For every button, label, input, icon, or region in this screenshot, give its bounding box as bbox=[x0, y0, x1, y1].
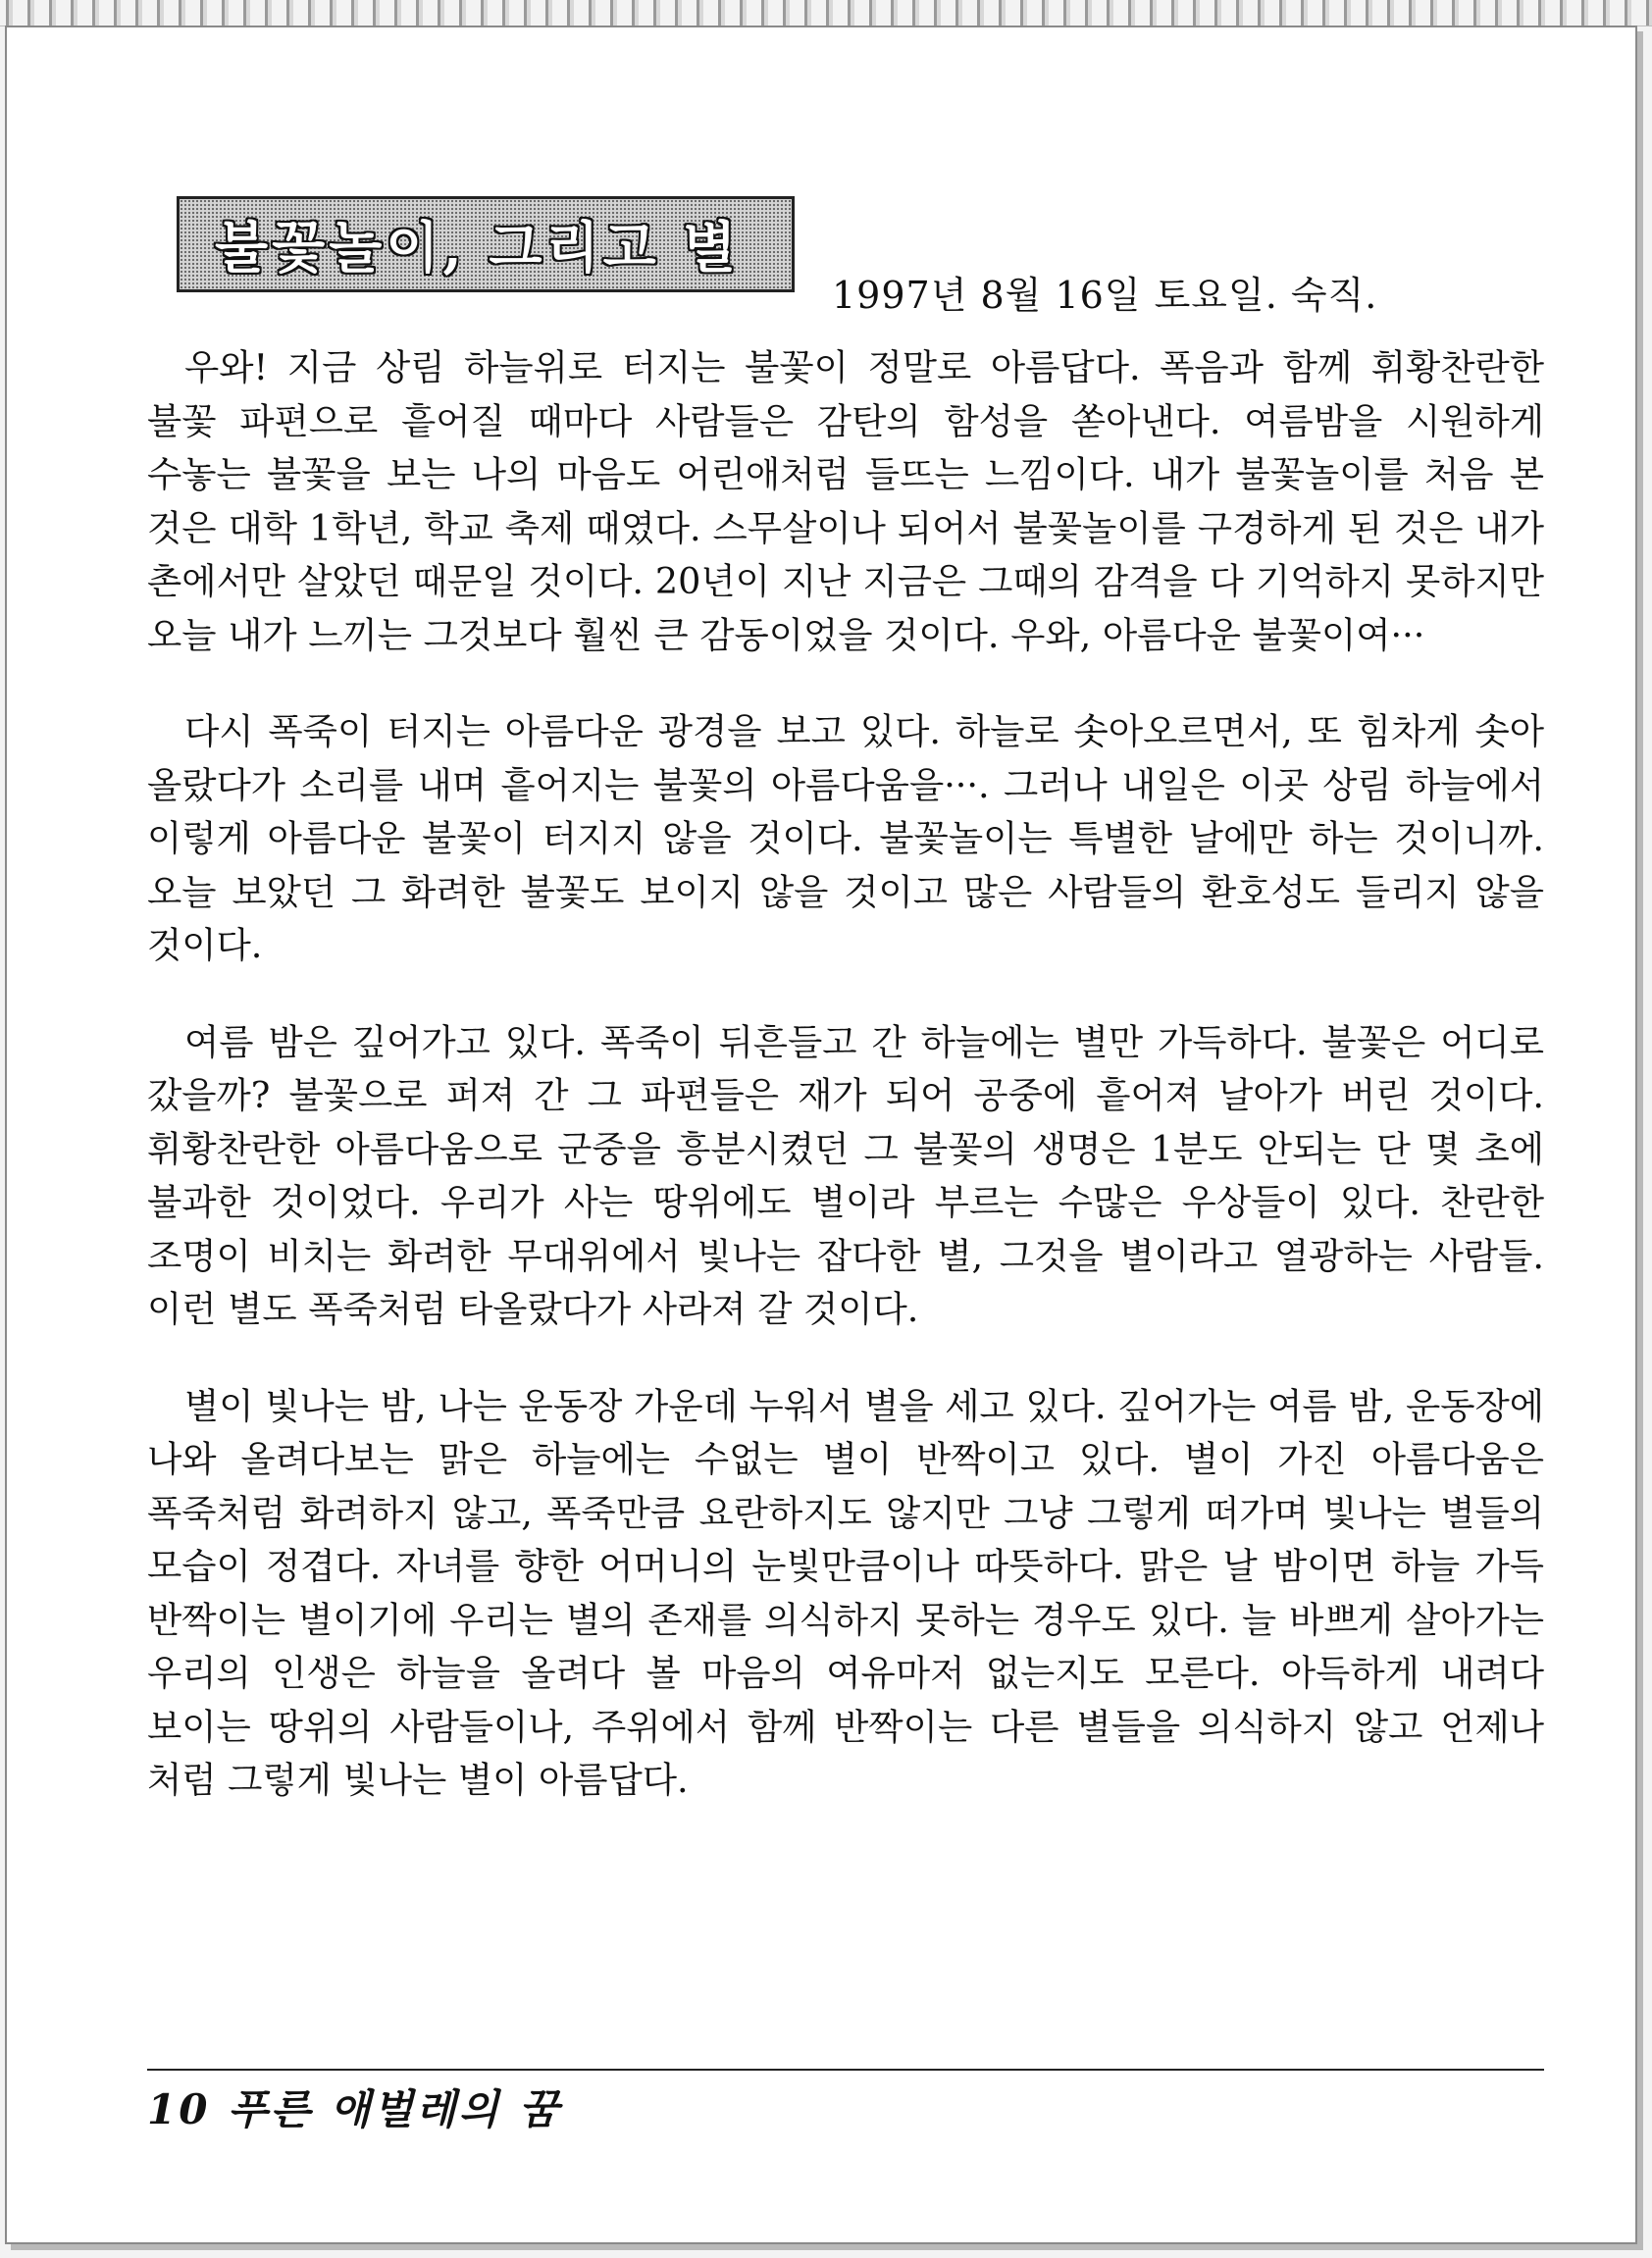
diary-date: 1997년 8월 16일 토요일. 숙직. bbox=[832, 274, 1378, 317]
page-title: 불꽃놀이, 그리고 별 bbox=[215, 216, 741, 281]
body-text bbox=[147, 341, 1544, 1851]
paragraph-2: 다시 폭죽이 터지는 아름다운 광경을 보고 있다. 하늘로 솟아오르면서, 또 힘차게 솟아 올랐다가 소리를 내며 흩어지는 불꽃의 아름다움을···. 그러나 내일은 이곳 상림 하늘에서 이렇게 아름다운 불꽃이 터지지 않을 것이다. 불꽃놀이는 특별한 날에만 하는 것이니까. 오늘 보았던 그 화려한 불꽃도 보이지 않을 것이고 많은 사람들의 환호성도 들리지 않을 것이다. bbox=[147, 710, 1544, 966]
footer-divider bbox=[147, 2069, 1544, 2071]
paragraph-1: 우와! 지금 상림 하늘위로 터지는 불꽃이 정말로 아름답다. 폭음과 함께 휘황찬란한 불꽃 파편으로 흩어질 때마다 사람들은 감탄의 함성을 쏟아낸다. 여름밤을 시원하게 수놓는 불꽃을 보는 나의 마음도 어린애처럼 들뜨는 느낌이다. 내가 불꽃놀이를 처음 본 것은 대학 1학년, 학교 축제 때였다. 스무살이나 되어서 불꽃놀이를 구경하게 된 것은 내가 촌에서만 살았던 때문일 것이다. 20년이 지난 지금은 그때의 감격을 다 기억하지 못하지만 오늘 내가 느끼는 그것보다 훨씬 큰 감동이었을 것이다. 우와, 아름다운 불꽃이여··· bbox=[147, 346, 1544, 656]
page-footer: 10 푸른 애벌레의 꿈 bbox=[147, 2085, 562, 2133]
paragraph-4: 별이 빛나는 밤, 나는 운동장 가운데 누워서 별을 세고 있다. 깊어가는 여름 밤, 운동장에 나와 올려다보는 맑은 하늘에는 수없는 별이 반짝이고 있다. 별이 가진 아름다움은 폭죽처럼 화려하지 않고, 폭죽만큼 요란하지도 않지만 그냥 그렇게 떠가며 빛나는 별들의 모습이 정겹다. 자녀를 향한 어머니의 눈빛만큼이나 따뜻하다. 맑은 날 밤이면 하늘 가득 반짝이는 별이기에 우리는 별의 존재를 의식하지 못하는 경우도 있다. 늘 바쁘게 살아가는 우리의 인생은 하늘을 올려다 볼 마음의 여유마저 없는지도 모른다. 아득하게 내려다 보이는 땅위의 사람들이나, 주위에서 함께 반짝이는 다른 별들을 의식하지 않고 언제나 처럼 그렇게 빛나는 별이 아름답다. bbox=[147, 1384, 1544, 1801]
paragraph-3: 여름 밤은 깊어가고 있다. 폭죽이 뒤흔들고 간 하늘에는 별만 가득하다. 불꽃은 어디로 갔을까? 불꽃으로 퍼져 간 그 파편들은 재가 되어 공중에 흩어져 날아가 버린 것이다. 휘황찬란한 아름다움으로 군중을 흥분시켰던 그 불꽃의 생명은 1분도 안되는 단 몇 초에 불과한 것이었다. 우리가 사는 땅위에도 별이라 부르는 수많은 우상들이 있다. 찬란한 조명이 비치는 화려한 무대위에서 빛나는 잡다한 별, 그것을 별이라고 열광하는 사람들. 이런 별도 폭죽처럼 타올랐다가 사라져 갈 것이다. bbox=[147, 1020, 1544, 1330]
spiral-binding bbox=[0, 0, 1652, 26]
title-box bbox=[177, 196, 795, 292]
